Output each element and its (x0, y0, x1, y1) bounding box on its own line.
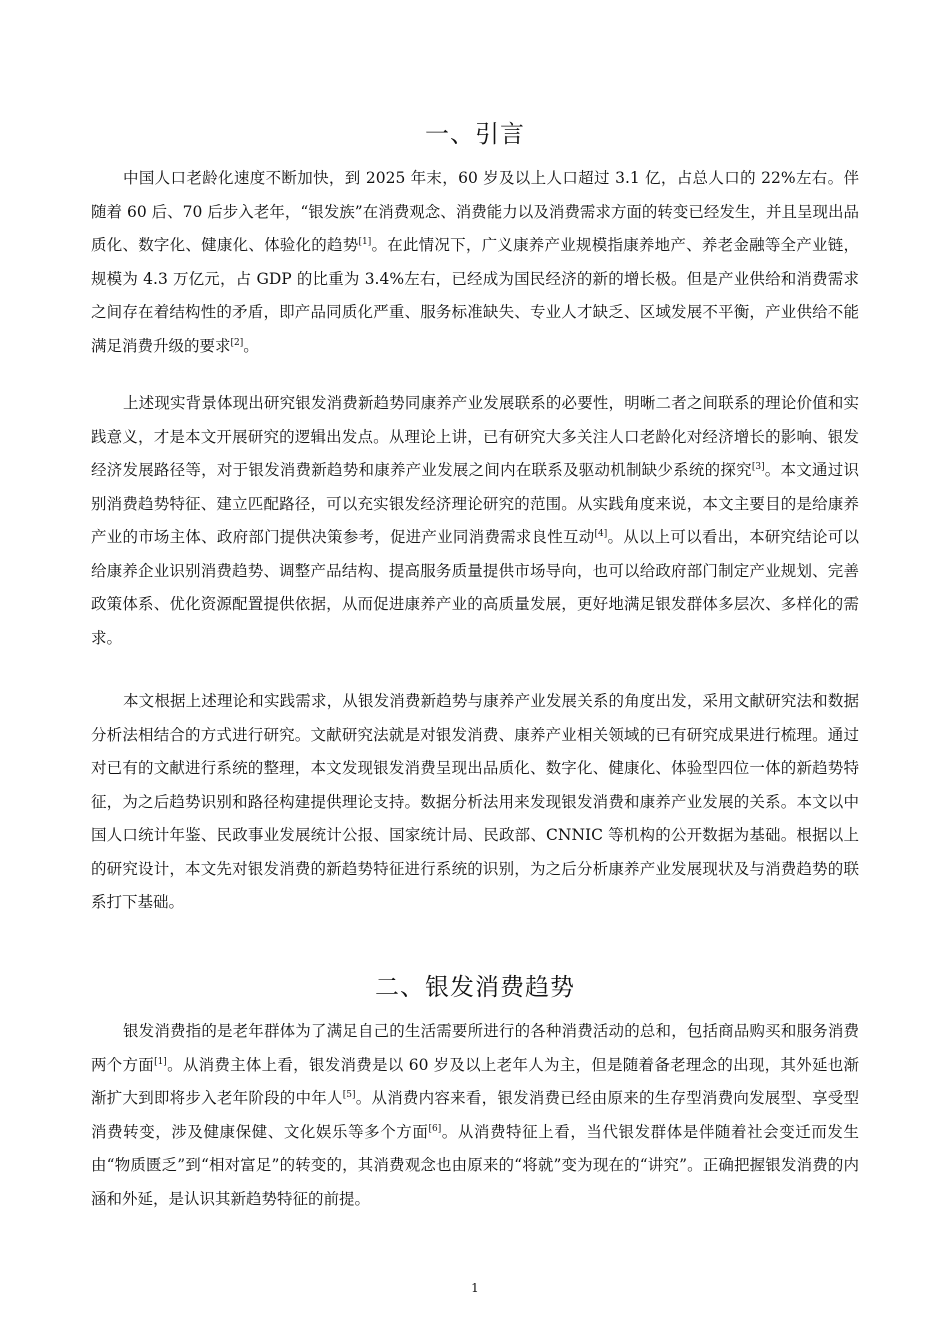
section-heading-introduction: 一、引言 (425, 120, 525, 148)
paragraph-text: 。从消费主体上看，银发消费是以 60 岁及以上老年人为主，但是随着备老理念的出现，其外延也渐渐扩大到即将步入老年阶段的中年人 (91, 1055, 859, 1107)
citation-marker: [2] (230, 337, 244, 348)
paragraph-text: 。从消费内容来看，银发消费已经由原来的生存型消费向发展型、享受型消费转变，涉及健康保健、文化娱乐等多个方面 (91, 1089, 859, 1141)
paragraph-text: 银发消费指的是老年群体为了满足自己的生活需要所进行的各种消费活动的总和，包括商品购买和服务消费两个方面 (91, 1022, 859, 1074)
page-number: 1 (471, 1281, 479, 1295)
paragraph (91, 1015, 859, 1216)
citation-marker: [4] (594, 528, 608, 539)
paragraph (91, 387, 859, 655)
citation-marker: [5] (342, 1089, 356, 1100)
citation-marker: [1] (154, 1056, 167, 1067)
paragraph-text: 。在此情况下，广义康养产业规模指康养地产、养老金融等全产业链，规模为 4.3 万亿元，占 GDP 的比重为 3.4%左右，已经成为国民经济的新的增长极。但是产业供给和消费需求之间存在着结构性的矛盾，即产品同质化严重、服务标准缺失、专业人才缺乏、区域发展不平衡，产业供给不能满足消费升级的要求 (91, 236, 859, 355)
citation-marker: [6] (428, 1123, 442, 1134)
paragraph-text: 。 (243, 336, 259, 355)
paragraph-text: 中国人口老龄化速度不断加快，到 2025 年末，60 岁及以上人口超过 3.1 亿，占总人口的 22%左右。伴随着 60 后、70 后步入老年，“银发族”在消费观念、消费能力以及消费需求方面的转变已经发生，并且呈现出品质化、数字化、健康化、体验化的趋势 (91, 169, 859, 254)
paragraph (91, 162, 859, 363)
citation-marker: [1] (358, 236, 372, 247)
paragraph (91, 685, 859, 920)
paragraph-text: 。本文通过识别消费趋势特征、建立匹配路径，可以充实银发经济理论研究的范围。从实践角度来说，本文主要目的是给康养产业的市场主体、政府部门提供决策参考，促进产业同消费需求良性互动 (91, 461, 859, 546)
paragraph-text: 。从消费特征上看，当代银发群体是伴随着社会变迁而发生由“物质匮乏”到“相对富足”的转变的，其消费观念也由原来的“将就”变为现在的“讲究”。正确把握银发消费的内涵和外延，是认识其新趋势特征的前提。 (91, 1122, 859, 1208)
paragraph-text: 上述现实背景体现出研究银发消费新趋势同康养产业发展联系的必要性，明晰二者之间联系的理论价值和实践意义，才是本文开展研究的逻辑出发点。从理论上讲，已有研究大多关注人口老龄化对经济增长的影响、银发经济发展路径等，对于银发消费新趋势和康养产业发展之间内在联系及驱动机制缺少系统的探究 (91, 394, 859, 479)
paragraph-text: 。从以上可以看出，本研究结论可以给康养企业识别消费趋势、调整产品结构、提高服务质量提供市场导向，也可以给政府部门制定产业规划、完善政策体系、优化资源配置提供依据，从而促进康养产业的高质量发展，更好地满足银发群体多层次、多样化的需求。 (91, 528, 859, 647)
paragraph-text: 本文根据上述理论和实践需求，从银发消费新趋势与康养产业发展关系的角度出发，采用文献研究法和数据分析法相结合的方式进行研究。文献研究法就是对银发消费、康养产业相关领域的已有研究成果进行梳理。通过对已有的文献进行系统的整理，本文发现银发消费呈现出品质化、数字化、健康化、体验型四位一体的新趋势特征，为之后趋势识别和路径构建提供理论支持。数据分析法用来发现银发消费和康养产业发展的关系。本文以中国人口统计年鉴、民政事业发展统计公报、国家统计局、民政部、CNNIC 等机构的公开数据为基础。根据以上的研究设计，本文先对银发消费的新趋势特征进行系统的识别，为之后分析康养产业发展现状及与消费趋势的联系打下基础。 (91, 692, 859, 911)
section-heading-silver-consumption: 二、银发消费趋势 (375, 973, 575, 1001)
citation-marker: [3] (751, 461, 765, 472)
